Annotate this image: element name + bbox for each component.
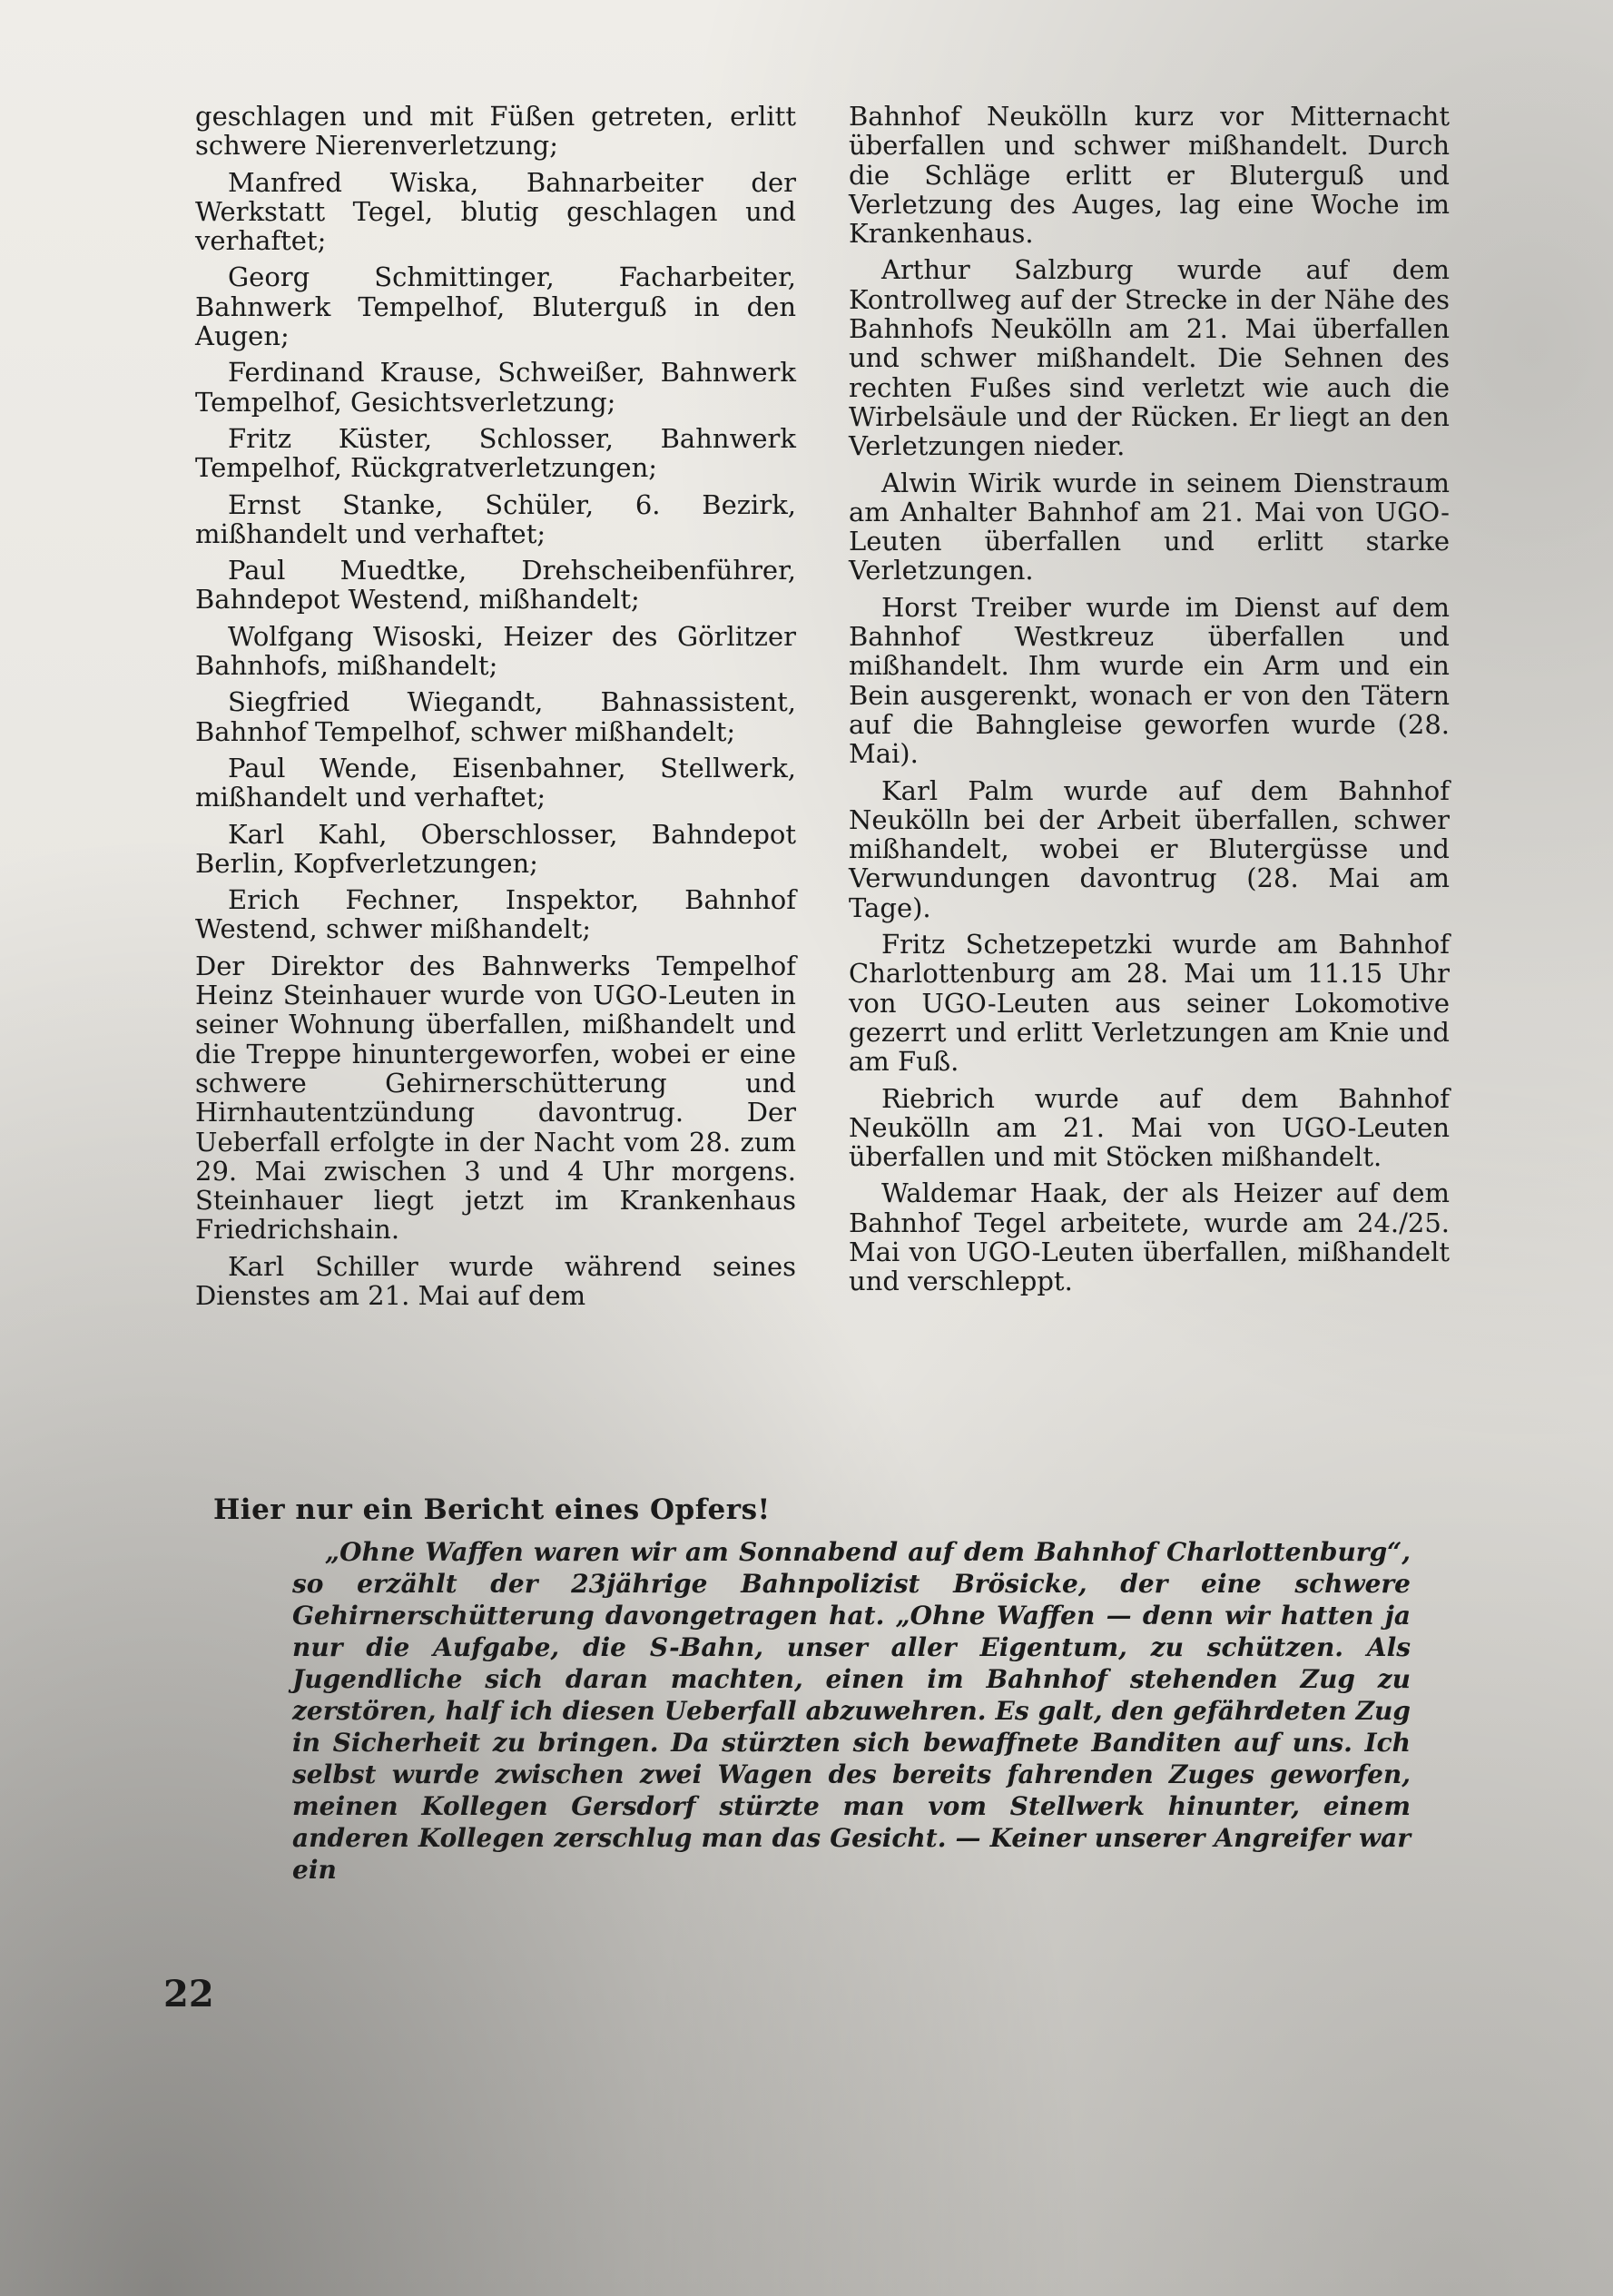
paragraph: Karl Schiller wurde während seines Dienstes am 21. Mai auf dem — [195, 1250, 796, 1311]
paragraph: Bahnhof Neukölln kurz vor Mitternacht überfallen und schwer mißhandelt. Durch die Schläge erlitt er Bluterguß und Verletzung des Auges, lag eine Woche im Krankenhaus. — [849, 101, 1450, 250]
paragraph: Fritz Küster, Schlosser, Bahnwerk Tempelhof, Rückgratverletzungen; — [195, 422, 796, 484]
paragraph: Arthur Salzburg wurde auf dem Kontrollweg auf der Strecke in der Nähe des Bahnhofs Neukölln am 21. Mai überfallen und schwer mißhandelt. Die Sehnen des rechten Fußes sind verletzt wie auch die Wirbelsäule und der Rücken. Er liegt an den Verletzungen nieder. — [849, 254, 1450, 462]
paragraph: Ferdinand Krause, Schweißer, Bahnwerk Tempelhof, Gesichtsverletzung; — [195, 357, 796, 418]
paragraph: Wolfgang Wisoski, Heizer des Görlitzer Bahnhofs, mißhandelt; — [195, 620, 796, 682]
right-column — [849, 102, 1450, 1304]
paragraph: Karl Kahl, Oberschlosser, Bahndepot Berlin, Kopfverletzungen; — [195, 818, 796, 879]
paragraph: Paul Muedtke, Drehscheibenführer, Bahndepot Westend, mißhandelt; — [195, 555, 796, 616]
page-number: 22 — [163, 1973, 214, 2015]
paragraph: Horst Treiber wurde im Dienst auf dem Bahnhof Westkreuz überfallen und mißhandelt. Ihm wurde ein Arm und ein Bein ausgerenkt, wonach er von den Tätern auf die Bahngleise geworfen wurde (28. Mai). — [849, 591, 1450, 770]
paragraph: Georg Schmittinger, Facharbeiter, Bahnwerk Tempelhof, Bluterguß in den Augen; — [195, 261, 796, 352]
paragraph: Waldemar Haak, der als Heizer auf dem Bahnhof Tegel arbeitete, wurde am 24./25. Mai von UGO-Leuten überfallen, mißhandelt und verschleppt. — [849, 1178, 1450, 1297]
left-column — [195, 102, 796, 1317]
paragraph: Siegfried Wiegandt, Bahnassistent, Bahnhof Tempelhof, schwer mißhandelt; — [195, 686, 796, 747]
paragraph: Der Direktor des Bahnwerks Tempelhof Heinz Steinhauer wurde von UGO-Leuten in seiner Wohnung überfallen, mißhandelt und die Treppe hinuntergeworfen, wobei er eine schwere Gehirnerschütterung und Hirnhautentzündung davontrug. Der Ueberfall erfolgte in der Nacht vom 28. zum 29. Mai zwischen 3 und 4 Uhr morgens. Steinhauer liegt jetzt im Krankenhaus Friedrichshain. — [195, 950, 796, 1246]
paragraph: Alwin Wirik wurde in seinem Dienstraum am Anhalter Bahnhof am 21. Mai von UGO-Leuten überfallen und erlitt starke Verletzungen. — [849, 467, 1450, 586]
paragraph: Ernst Stanke, Schüler, 6. Bezirk, mißhandelt und verhaftet; — [195, 488, 796, 549]
report-text: „Ohne Waffen waren wir am Sonnabend auf dem Bahnhof Charlottenburg“, so erzählt der 23jährige Bahnpolizist Brösicke, der eine schwere Gehirnerschütterung davongetragen hat. „Ohne Waffen — denn wir hatten ja nur die Aufgabe, die S-Bahn, unser aller Eigentum, zu schützen. Als Jugendliche sich daran machten, einen im Bahnhof stehenden Zug zu zerstören, half ich diesen Ueberfall abzuwehren. Es galt, den gefährdeten Zug in Sicherheit zu bringen. Da stürzten sich bewaffnete Banditen auf uns. Ich selbst wurde zwischen zwei Wagen des bereits fahrenden Zuges geworfen, meinen Kollegen Gersdorf stürzte man vom Stellwerk hinunter, einem anderen Kollegen zerschlug man das Gesicht. — Keiner unserer Angreifer war ein — [292, 1537, 1411, 1885]
paragraph: Erich Fechner, Inspektor, Bahnhof Westend, schwer mißhandelt; — [195, 884, 796, 945]
paragraph: Paul Wende, Eisenbahner, Stellwerk, mißhandelt und verhaftet; — [195, 752, 796, 813]
report-heading: Hier nur ein Bericht eines Opfers! — [213, 1493, 771, 1526]
paragraph: Riebrich wurde auf dem Bahnhof Neukölln am 21. Mai von UGO-Leuten überfallen und mit Stöcken mißhandelt. — [849, 1082, 1450, 1173]
paragraph: Karl Palm wurde auf dem Bahnhof Neukölln bei der Arbeit überfallen, schwer mißhandelt, wobei er Blutergüsse und Verwundungen davontrug (28. Mai am Tage). — [849, 774, 1450, 923]
paragraph: Manfred Wiska, Bahnarbeiter der Werkstatt Tegel, blutig geschlagen und verhaftet; — [195, 166, 796, 257]
paragraph: Fritz Schetzepetzki wurde am Bahnhof Charlottenburg am 28. Mai um 11.15 Uhr von UGO-Leuten aus seiner Lokomotive gezerrt und erlitt Verletzungen am Knie und am Fuß. — [849, 929, 1450, 1078]
paragraph: geschlagen und mit Füßen getreten, erlitt schwere Nierenverletzung; — [195, 101, 796, 162]
